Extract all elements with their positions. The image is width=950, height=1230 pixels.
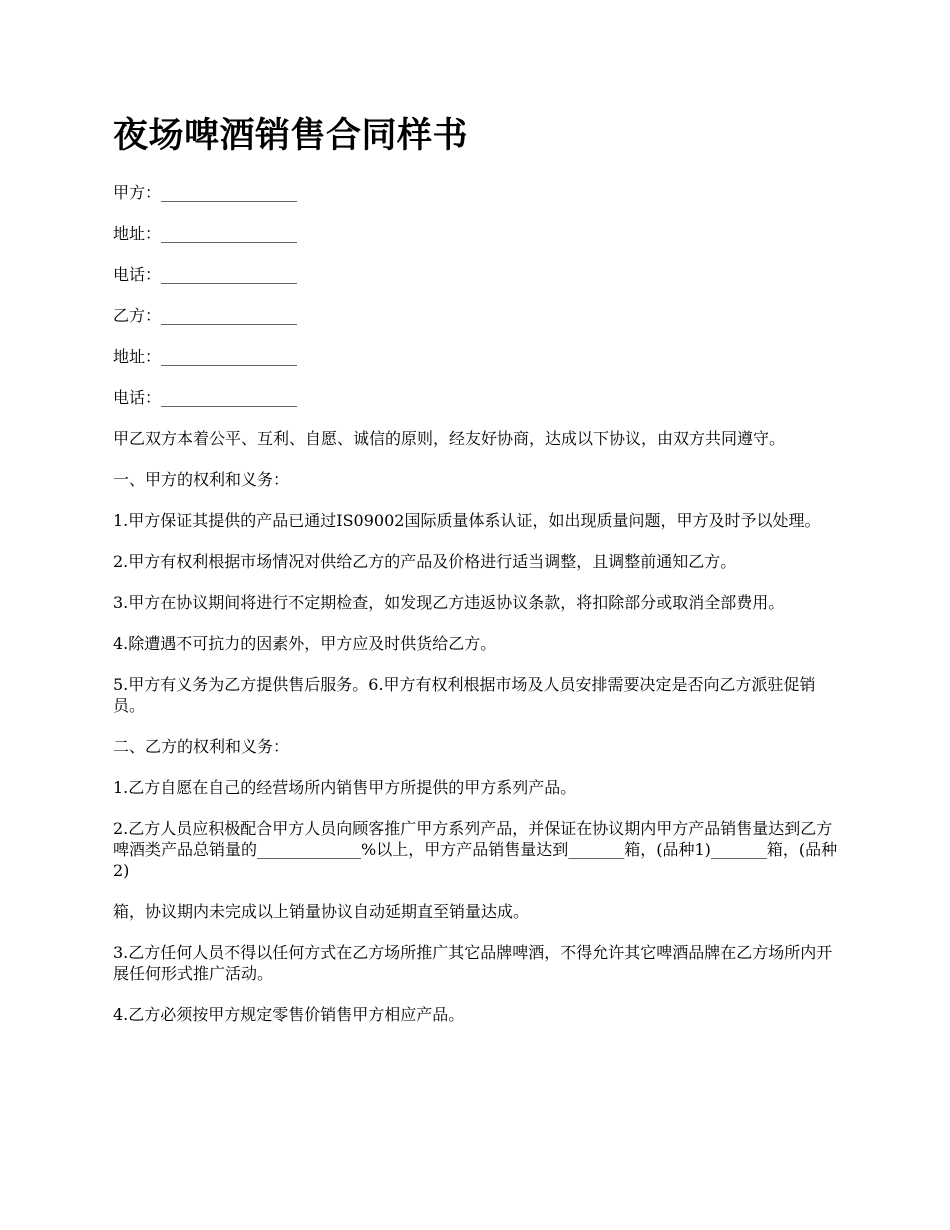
party-b-field: 乙方：_________________ (113, 306, 298, 325)
section-heading-party-b: 二、乙方的权利和义务： (113, 737, 290, 756)
clause-b-4: 4.乙方必须按甲方规定零售价销售甲方相应产品。 (113, 1005, 465, 1024)
clause-a-2: 2.甲方有权利根据市场情况对供给乙方的产品及价格进行适当调整，且调整前通知乙方。 (113, 552, 737, 571)
document-title: 夜场啤酒销售合同样书 (113, 116, 469, 156)
clause-a-3: 3.甲方在协议期间将进行不定期检查，如发现乙方违返协议条款，将扣除部分或取消全部费用。 (113, 593, 785, 612)
party-a-field: 甲方：_________________ (113, 183, 298, 202)
clause-a-4: 4.除遭遇不可抗力的因素外，甲方应及时供货给乙方。 (113, 634, 497, 653)
party-b-address-field: 地址：_________________ (113, 347, 298, 366)
clause-b-2-continued: 箱，协议期内未完成以上销量协议自动延期直至销量达成。 (113, 902, 530, 921)
party-a-phone-field: 电话：_________________ (113, 265, 298, 284)
party-b-phone-field: 电话：_________________ (113, 388, 298, 407)
section-heading-party-a: 一、甲方的权利和义务： (113, 470, 290, 489)
clause-b-2: 2.乙方人员应积极配合甲方人员向顾客推广甲方系列产品，并保证在协议期内甲方产品销售量达到乙方啤酒类产品总销量的_____________%以上，甲方产品销售量达到_______箱，(品种1)_______箱，(品种2) (113, 819, 838, 880)
contract-page (113, 112, 843, 1045)
clause-a-1: 1.甲方保证其提供的产品已通过IS09002国际质量体系认证，如出现质量问题，甲方及时予以处理。 (113, 511, 821, 530)
clause-a-5-6: 5.甲方有义务为乙方提供售后服务。6.甲方有权利根据市场及人员安排需要决定是否向乙方派驻促销员。 (113, 675, 816, 715)
preamble-paragraph: 甲乙双方本着公平、互利、自愿、诚信的原则，经友好协商，达成以下协议，由双方共同遵守。 (113, 429, 786, 448)
party-a-address-field: 地址：_________________ (113, 224, 298, 243)
clause-b-3: 3.乙方任何人员不得以任何方式在乙方场所推广其它品牌啤酒，不得允许其它啤酒品牌在乙方场所内开展任何形式推广活动。 (113, 943, 833, 983)
clause-b-1: 1.乙方自愿在自己的经营场所内销售甲方所提供的甲方系列产品。 (113, 778, 577, 797)
